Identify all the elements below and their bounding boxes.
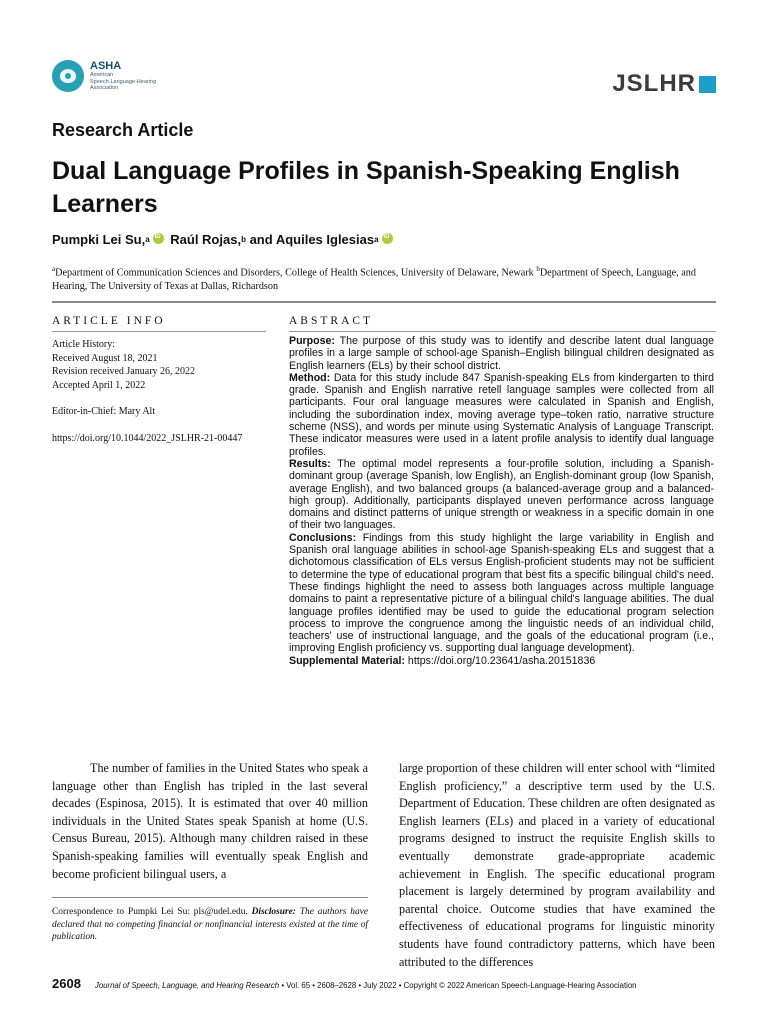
method-label: Method:	[289, 371, 331, 384]
method-text: Data for this study include 847 Spanish-speaking ELs from kindergarten to third grade. Spanish and English narrative retell language samples were collected from all participants. Four oral language measures were calculated in Spanish and English, including the subordination index, moving average type–token ratio, narrative structure scheme (NSS), and words per minute using Systematic Analysis of Language Transcript. These indicator measures were used in a latent profile analysis to identify dual language profiles.	[289, 371, 714, 458]
affiliation-b: Department of Speech, Language, and Hearing, The University of Texas at Dallas, Richardson	[52, 267, 696, 292]
orcid-icon[interactable]	[382, 233, 393, 244]
correspondence: Correspondence to Pumpki Lei Su: pls@udel.edu.	[52, 907, 248, 917]
author-list	[52, 232, 396, 247]
article-doi-link[interactable]: https://doi.org/10.1044/2022_JSLHR-21-00447	[52, 432, 243, 444]
accepted-date: Accepted April 1, 2022	[52, 379, 146, 391]
affil-sup-b: b	[536, 265, 540, 273]
results-text: The optimal model represents a four-profile solution, including a Spanish-dominant group (average Spanish, low English), an English-dominant group (low Spanish, average English), and two balanced groups (a balanced-average group and a balanced-high group). Additionally, participants displayed uneven performance across language domains and distinct patterns of unique strength or weakness in a specific domain in one of their two languages.	[289, 457, 714, 532]
history-label: Article History:	[52, 339, 116, 350]
body-column-right	[399, 760, 715, 971]
affil-sup-a: a	[52, 265, 56, 273]
author-name: Raúl Rojas,	[170, 232, 242, 247]
revision-date: Revision received January 26, 2022	[52, 366, 196, 377]
footer-details: • Vol. 65 • 2608–2628 • July 2022 • Copyright © 2022 American Speech-Language-Hearing Association	[279, 981, 637, 990]
asha-logo	[52, 60, 156, 92]
journal-accent-square	[699, 76, 716, 93]
footer-journal: Journal of Speech, Language, and Hearing Research	[94, 981, 280, 990]
article-info-heading: ARTICLE INFO	[52, 315, 166, 327]
abstract	[289, 335, 714, 667]
author-affil-sup: b	[241, 235, 246, 244]
body-paragraph: large proportion of these children will enter school with “limited English proficiency,” a descriptive term used by the U.S. Department of Education. These children are often designated as English learners (ELs) and placed in a variety of educational programs designed to instruct the requisite English skills to eventually demonstrate grade-appropriate academic achievement in English. The specific educational program placement is largely determined by program availability and parental choice. Outcome studies that have examined the effectiveness of educational programs for linguistic minority students have found contradictory patterns, which have been attributed to the differences	[399, 761, 715, 969]
asha-logo-subtitle-3: Association	[90, 85, 119, 92]
body-column-left	[52, 760, 368, 883]
asha-logo-name: ASHA	[90, 60, 122, 73]
abstract-conclusions	[289, 532, 714, 655]
abstract-method	[289, 372, 714, 458]
body-paragraph: The number of families in the United States who speak a language other than English has tripled in the last several decades (Espinosa, 2015). It is estimated that over 40 million individuals in the United States speak Spanish at home (U.S. Census Bureau, 2015). Although many children raised in these Spanish-speaking families will eventually speak English and become proficient bilingual users, a	[52, 761, 368, 881]
purpose-text: The purpose of this study was to identify and describe latent dual language profiles in a large sample of school-age Spanish–English bilingual children designated as English learners (ELs) by their school district.	[289, 335, 714, 372]
abstract-purpose	[289, 335, 714, 372]
received-date: Received August 18, 2021	[52, 352, 158, 364]
article-title: Dual Language Profiles in Spanish-Speaking English Learners	[52, 157, 680, 218]
article-info	[52, 338, 266, 445]
purpose-label: Purpose:	[289, 335, 335, 347]
author-name: Pumpki Lei Su,	[52, 232, 146, 247]
author-name: and Aquiles Iglesias	[249, 232, 375, 247]
supplemental-label: Supplemental Material:	[289, 654, 405, 667]
abstract-supplemental	[289, 655, 714, 667]
conclusions-label: Conclusions:	[289, 531, 357, 544]
journal-abbrev: JSLHR	[612, 70, 696, 97]
orcid-icon[interactable]	[153, 233, 164, 244]
asha-logo-text	[90, 60, 156, 92]
affiliations	[52, 263, 716, 293]
asha-logo-subtitle-2: Speech-Language-Hearing	[90, 78, 157, 85]
footnote	[52, 906, 368, 944]
abstract-results	[289, 458, 714, 532]
author-affil-sup: a	[145, 235, 150, 244]
footer-citation	[95, 981, 637, 990]
editor-in-chief: Editor-in-Chief: Mary Alt	[52, 406, 156, 417]
affiliation-a: Department of Communication Sciences and Disorders, College of Health Sciences, University of Delaware, Newark	[55, 267, 534, 279]
supplemental-link[interactable]: https://doi.org/10.23641/asha.20151836	[407, 654, 596, 667]
footnote-divider	[52, 897, 368, 898]
asha-logo-subtitle-1: American	[90, 72, 114, 79]
journal-logo	[612, 70, 716, 98]
disclosure-text: The authors have declared that no competing financial or nonfinancial interests existed at the time of publication.	[52, 907, 368, 942]
conclusions-text: Findings from this study highlight the large variability in English and Spanish oral language abilities in school-age Spanish-speaking ELs and suggest that a dichotomous classification of ELs versus English-proficient students may not be sufficient to determine the type of educational program that best fits a specific bilingual child's need. These findings highlight the need to assess both languages across multiple language domains to paint a representative picture of a bilingual child's language abilities. The dual language profiles identified may be used to guide the educational program selection process to improve the congruence among the linguistic needs of an individual child, teachers' use of instructional language, and the goals of the educational program (i.e., improving English proficiency vs. supporting dual language development).	[289, 531, 714, 655]
article-type: Research Article	[52, 120, 194, 140]
abstract-heading: ABSTRACT	[289, 315, 374, 327]
asha-logo-icon	[52, 60, 84, 92]
disclosure-label: Disclosure:	[251, 907, 296, 917]
abstract-divider	[289, 331, 716, 332]
page-number: 2608	[52, 976, 81, 991]
page-footer	[52, 976, 637, 991]
header-divider	[52, 301, 716, 303]
results-label: Results:	[289, 457, 331, 470]
author-affil-sup: a	[374, 235, 379, 244]
article-info-divider	[52, 331, 266, 332]
